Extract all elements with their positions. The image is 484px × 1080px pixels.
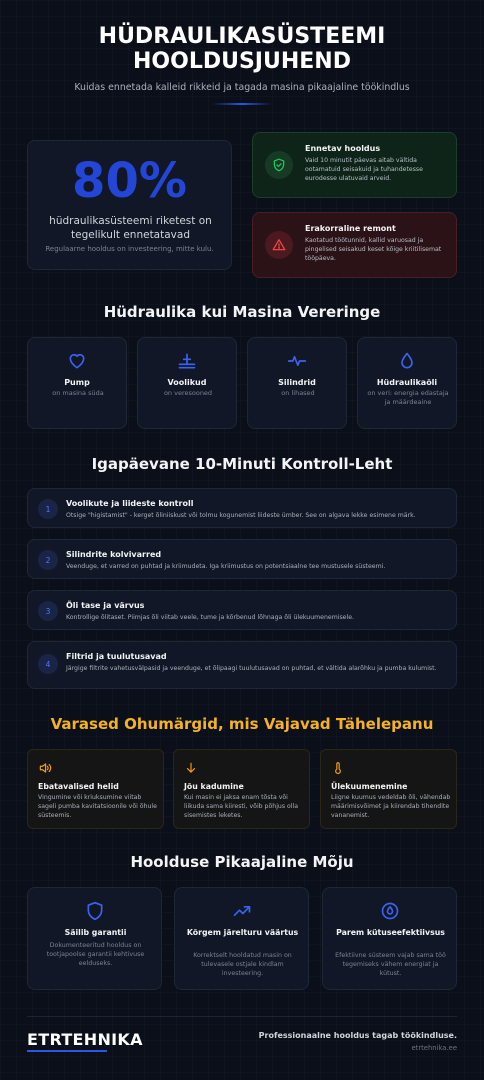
preventive-maintenance-box: [252, 132, 457, 198]
checklist-heading: Igapäevane 10-Minuti Kontroll-Leht: [91, 455, 393, 473]
impact-heading: Hoolduse Pikaajaline Mõju: [130, 853, 354, 871]
checklist-title: Silindrite kolvivarred: [66, 550, 162, 559]
impact-card-resale: [174, 887, 309, 990]
circulation-desc: on masina süda: [52, 389, 104, 397]
checklist-desc: Järgige filtrite vahetusvälpasid ja veenduge, et õlipaagi tuulutusavad on puhtad, et vältida alarõhku ja pumba kulumist.: [66, 665, 437, 672]
preventive-desc: Vaid 10 minutit päevas aitab vältida ootamatuid seisakuid ja tuhandetesse eurodesse ulatuvaid arveid.: [305, 157, 423, 182]
circulation-desc: on veri: energia edastaja ja määrdeaine: [367, 389, 449, 406]
impact-card-warranty: [27, 887, 162, 990]
impact-desc: Korrektselt hooldatud masin on tulevasele ostjale kindlam investeering.: [193, 952, 292, 977]
circulation-title: Voolikud: [167, 378, 207, 387]
warnings-heading: Varased Ohumärgid, mis Vajavad Tähelepanu: [50, 715, 434, 733]
circulation-desc: on lihased: [281, 389, 315, 397]
circulation-title: Pump: [64, 378, 90, 387]
impact-title: Parem kütuseefektiivsus: [336, 928, 445, 937]
checklist-title: Õli tase ja värvus: [66, 601, 145, 610]
impact-title: Säilib garantii: [64, 928, 127, 937]
impact-title: Kõrgem järelturu väärtus: [186, 928, 299, 937]
circulation-desc: on veresooned: [163, 389, 213, 397]
heart-icon: [28, 351, 126, 371]
speaker-icon: [38, 760, 52, 774]
warning-title: Ebatavalised helid: [38, 782, 119, 791]
footer-divider: [27, 1016, 457, 1017]
page-title: [0, 24, 484, 74]
page-subtitle: Kuidas ennetada kalleid rikkeid ja tagada masina pikaajaline töökindlus: [74, 82, 410, 93]
thermometer-icon: [331, 760, 345, 774]
circulation-card-hoses: [137, 337, 237, 429]
warning-desc: Vingumine või kriuksumine viitab sageli pumba kavitatsioonile või õhule süsteemis.: [38, 794, 157, 819]
step-number: 4: [38, 654, 58, 674]
stat-text: hüdraulikasüsteemi riketest on tegelikult ennetatavad: [49, 215, 212, 241]
stat-card: [27, 140, 232, 270]
warning-desc: Liigne kuumus vedeldab õli, vähendab määrimisvõimet ja kiirendab tihendite vananemist.: [331, 794, 451, 819]
brand-logo: ETRTEHNIKA: [27, 1030, 143, 1049]
checklist-desc: Veenduge, et varred on puhtad ja kriimudeta. Iga kriimustus on potentsiaalne tee mustusele süsteemi.: [66, 563, 386, 570]
checklist-item: [27, 488, 457, 528]
warning-card-noise: [27, 749, 164, 829]
page-title-line2: HOOLDUSJUHEND: [133, 49, 351, 74]
trending-up-icon: [175, 901, 308, 921]
warning-triangle-icon: [265, 231, 293, 259]
logo-underline: [27, 1050, 107, 1052]
circulation-card-pump: [27, 337, 127, 429]
page-title-line1: HÜDRAULIKASÜSTEEMI: [98, 24, 386, 49]
arrow-down-icon: [184, 760, 198, 774]
warning-title: Jõu kadumine: [184, 782, 244, 791]
circulation-card-oil: [357, 337, 457, 429]
circulation-heading: Hüdraulika kui Masina Vereringe: [103, 303, 381, 321]
droplet-icon: [358, 351, 456, 371]
checklist-item: [27, 539, 457, 579]
checklist-item: [27, 641, 457, 689]
emergency-repair-box: [252, 212, 457, 278]
impact-desc: Efektiivne süsteem vajab sama töö tegemiseks vähem energiat ja kütust.: [335, 952, 446, 977]
impact-desc: Dokumenteeritud hooldus on tootjapoolse garantii kehtivuse eelduseks.: [46, 942, 145, 967]
warning-card-overheat: [320, 749, 457, 829]
stat-note: Regulaarne hooldus on investeering, mitte kulu.: [45, 245, 214, 253]
circulation-card-cylinders: [247, 337, 347, 429]
warning-title: Ülekuumenemine: [331, 782, 408, 791]
step-number: 3: [38, 601, 58, 621]
fuel-drop-icon: [323, 901, 456, 921]
step-number: 2: [38, 550, 58, 570]
step-number: 1: [38, 499, 58, 519]
warning-card-power: [173, 749, 310, 829]
checklist-desc: Otsige "higistamist" - kerget õliniiskust või tolmu kogunemist liideste ümber. See on algava lekke esimene märk.: [66, 512, 416, 519]
footer-url[interactable]: etrtehnika.ee: [411, 1044, 457, 1052]
checklist-title: Voolikute ja liideste kontroll: [66, 499, 194, 508]
title-divider: [212, 103, 272, 105]
pulse-icon: [248, 351, 346, 371]
warning-desc: Kui masin ei jaksa enam tõsta või liikuda sama kiiresti, võib põhjus olla sisemistes leketes.: [184, 794, 299, 819]
checklist-item: [27, 590, 457, 630]
hose-icon: [138, 351, 236, 371]
checklist-title: Filtrid ja tuulutusavad: [66, 652, 167, 661]
circulation-title: Silindrid: [278, 378, 316, 387]
emergency-title: Erakorraline remont: [305, 224, 396, 233]
emergency-desc: Kaotatud töötunnid, kallid varuosad ja pingelised seisakud keset kõige kriitilisemat tööpäeva.: [305, 237, 442, 262]
shield-icon: [28, 901, 161, 921]
impact-card-fuel: [322, 887, 457, 990]
stat-value: 80%: [72, 153, 187, 209]
footer-tagline: Professionaalne hooldus tagab töökindluse.: [258, 1031, 457, 1040]
circulation-title: Hüdraulikaõli: [376, 378, 438, 387]
checklist-desc: Kontrollige õlitaset. Piimjas õli viitab veele, tume ja kõrbenud lõhnaga õli ülekuumenemisele.: [66, 614, 354, 621]
shield-check-icon: [265, 151, 293, 179]
preventive-title: Ennetav hooldus: [305, 144, 381, 153]
